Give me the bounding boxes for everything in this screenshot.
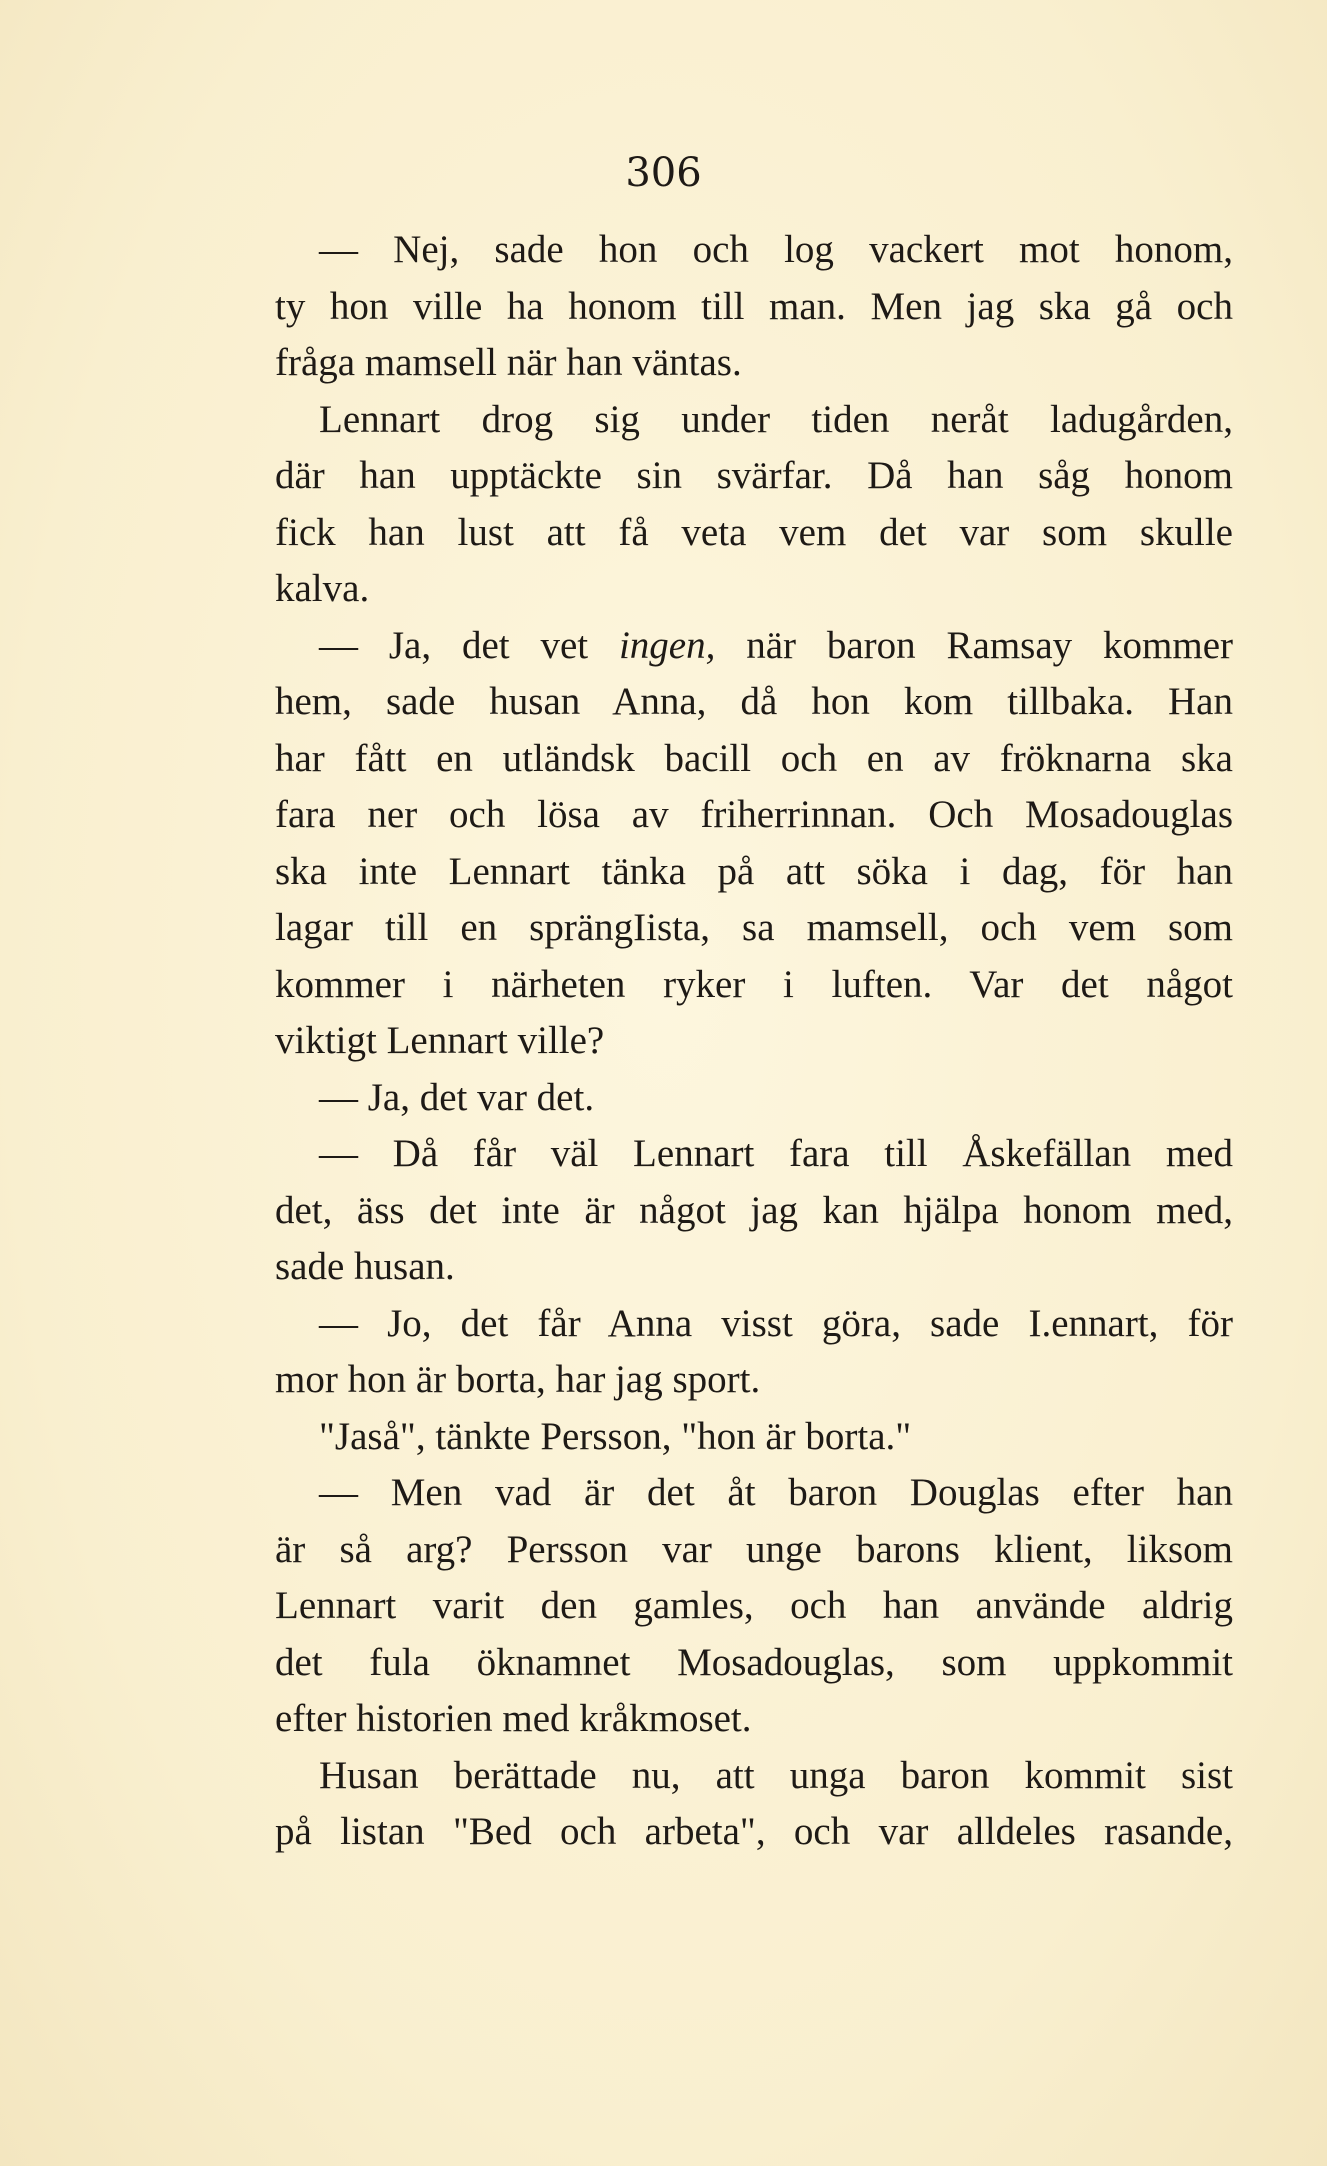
text-line: Lennart drog sig under tiden neråt ladugården, [319,397,1233,441]
text-line [275,618,1233,675]
text-line: sade husan. [275,1245,455,1288]
text-line: där han upptäckte sin svärfar. Då han såg honom [275,454,1233,497]
text-line: är så arg? Persson var unge barons klient, liksom [275,1527,1233,1571]
text-line: Lennart varit den gamles, och han använde aldrig [275,1584,1233,1627]
text-line: hem, sade husan Anna, då hon kom tillbaka. Han [275,680,1233,723]
text-line: kalva. [275,567,370,610]
text-line: — Ja, det var det. [319,1075,595,1119]
text-line: mor hon är borta, har jag sport. [275,1358,761,1401]
text-line: det fula öknamnet Mosadouglas, som uppkommit [275,1640,1233,1684]
text-segment: när baron Ramsay kommer [715,623,1233,667]
text-line: kommer i närheten ryker i luften. Var det något [275,962,1233,1006]
emphasized-word: ingen, [618,623,716,667]
text-line: "Jaså", tänkte Persson, "hon är borta." [319,1414,912,1458]
text-line: ska inte Lennart tänka på att söka i dag, för han [275,849,1233,893]
text-line: fick han lust att få veta vem det var som skulle [275,510,1233,554]
text-line: Husan berättade nu, att unga baron kommit sist [319,1753,1233,1797]
text-line: lagar till en sprängIista, sa mamsell, och vem som [275,906,1233,949]
text-segment: — Ja, det vet [319,623,619,667]
page-number: 306 [625,150,702,196]
text-line: — Då får väl Lennart fara till Åskefällan med [319,1132,1233,1175]
text-line: fara ner och lösa av friherrinnan. Och Mosadouglas [275,793,1233,836]
text-line: — Jo, det får Anna visst göra, sade I.ennart, för [319,1301,1233,1345]
text-line: — Nej, sade hon och log vackert mot honom, [319,228,1233,271]
text-line: ty hon ville ha honom till man. Men jag ska gå och [275,284,1233,328]
text-line: på listan "Bed och arbeta", och var alldeles rasande, [275,1810,1233,1853]
text-line: det, äss det inte är något jag kan hjälpa honom med, [275,1188,1233,1232]
body-text [275,222,1233,1861]
text-line: — Men vad är det åt baron Douglas efter han [319,1471,1233,1514]
text-line: har fått en utländsk bacill och en av fröknarna ska [275,736,1233,780]
text-line: efter historien med kråkmoset. [275,1697,752,1740]
text-line: fråga mamsell när han väntas. [275,341,742,384]
text-line: viktigt Lennart ville? [275,1019,605,1062]
